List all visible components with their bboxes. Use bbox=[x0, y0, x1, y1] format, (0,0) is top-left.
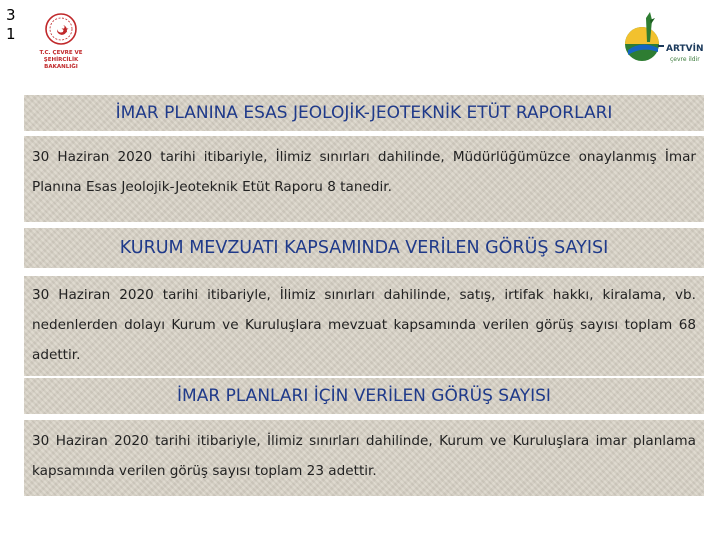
artvin-subtitle: çevre ildir bbox=[670, 56, 700, 63]
artvin-name: ARTVİN bbox=[666, 44, 704, 54]
section-3-header bbox=[24, 378, 704, 414]
section-2-body: 30 Haziran 2020 tarihi itibariyle, İlimiz sınırları dahilinde, satış, irtifak hakkı, kiralama, vb. nedenlerden dolayı Kurum ve Kuruluşlara mevzuat kapsamında verilen görüş sayısı toplam 68 adettir. bbox=[32, 287, 696, 363]
section-3-title: İMAR PLANLARI İÇİN VERİLEN GÖRÜŞ SAYISI bbox=[177, 386, 551, 406]
ministry-emblem-icon bbox=[28, 10, 94, 50]
section-2-header bbox=[24, 228, 704, 268]
section-1-title: İMAR PLANINA ESAS JEOLOJİK-JEOTEKNİK ETÜT RAPORLARI bbox=[115, 103, 613, 123]
section-2-content bbox=[24, 276, 704, 376]
section-1-content bbox=[24, 136, 704, 222]
ministry-logo bbox=[28, 10, 94, 70]
page-number bbox=[6, 6, 20, 44]
page-number-line-1: 3 bbox=[6, 6, 16, 24]
page-number-line-2: 1 bbox=[6, 25, 16, 43]
section-2-title: KURUM MEVZUATI KAPSAMINDA VERİLEN GÖRÜŞ SAYISI bbox=[119, 238, 609, 258]
ministry-name bbox=[28, 50, 94, 71]
ministry-name-line-2: ŞEHİRCİLİK BAKANLIĞI bbox=[43, 57, 79, 70]
section-1-body: 30 Haziran 2020 tarihi itibariyle, İlimiz sınırları dahilinde, Müdürlüğümüzce onaylanmış İmar Planına Esas Jeolojik-Jeoteknik Etüt Raporu 8 tanedir. bbox=[32, 149, 696, 195]
ministry-name-line-1: T.C. ÇEVRE VE bbox=[39, 50, 83, 56]
section-3-content bbox=[24, 420, 704, 496]
section-1-header bbox=[24, 95, 704, 131]
section-3-body: 30 Haziran 2020 tarihi itibariyle, İlimiz sınırları dahilinde, Kurum ve Kuruluşlara imar planlama kapsamında verilen görüş sayısı toplam 23 adettir. bbox=[32, 433, 696, 479]
artvin-logo bbox=[606, 10, 710, 70]
